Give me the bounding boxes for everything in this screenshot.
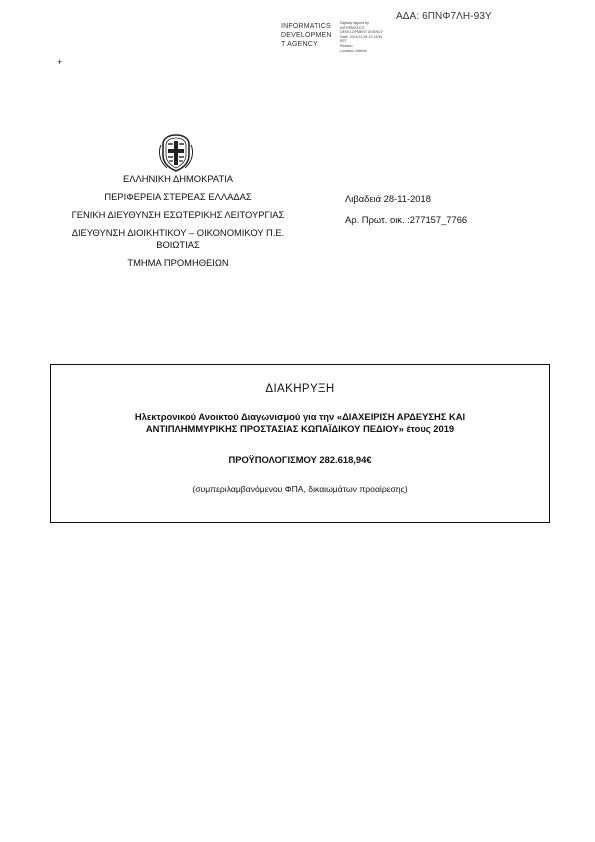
signature-line: EET — [340, 39, 347, 44]
notice-box — [50, 364, 550, 523]
agency-line: DEVELOPMEN — [281, 32, 332, 39]
subject-line: ΑΝΤΙΠΛΗΜΜΥΡΙΚΗΣ ΠΡΟΣΤΑΣΙΑΣ ΚΩΠΑΪΔΙΚΟΥ ΠΕΔΙΟΥ» έτους 2019 — [145, 423, 455, 434]
document-info — [345, 193, 467, 235]
ada-code: ΑΔΑ: 6ΠΝΦ7ΛΗ-93Υ — [396, 11, 492, 22]
notice-title: ΔΙΑΚΗΡΥΞΗ — [265, 383, 335, 395]
notice-budget: ΠΡΟΫΠΟΛΟΓΙΣΜΟΥ 282.618,94€ — [228, 454, 372, 465]
authority-line: ΒΟΙΩΤΙΑΣ — [156, 239, 200, 250]
authority-line: ΠΕΡΙΦΕΡΕΙΑ ΣΤΕΡΕΑΣ ΕΛΛΑΔΑΣ — [104, 191, 252, 202]
agency-line: INFORMATICS — [281, 23, 331, 30]
signature-line: Reason: — [340, 43, 354, 48]
authority-line: ΔΙΕΥΘΥΝΣΗ ΔΙΟΙΚΗΤΙΚΟΥ – ΟΙΚΟΝΟΜΙΚΟΥ Π.Ε. — [71, 227, 285, 238]
greek-coat-of-arms-icon — [155, 133, 197, 173]
signature-line: Digitally signed by — [340, 21, 369, 25]
agency-line: T AGENCY — [281, 41, 318, 48]
signature-line: INFORMATICS — [340, 25, 365, 30]
signature-line: DEVELOPMENT AGENCY — [340, 30, 384, 35]
digital-signature-details — [340, 21, 383, 53]
plus-mark: + — [57, 57, 63, 67]
notice-subject — [51, 411, 549, 435]
signature-line: Location: Athens — [340, 48, 367, 53]
notice-note: (συμπεριλαμβανόμενου ΦΠΑ, δικαιωμάτων προαίρεσης) — [192, 484, 408, 494]
issuing-authority — [58, 173, 298, 275]
authority-line: ΓΕΝΙΚΗ ΔΙΕΥΘΥΝΣΗ ΕΣΩΤΕΡΙΚΗΣ ΛΕΙΤΟΥΡΓΙΑΣ — [71, 209, 285, 220]
signature-line: Date: 2018.11.28 12:14:54 — [340, 34, 383, 39]
authority-line: ΕΛΛΗΝΙΚΗ ΔΗΜΟΚΡΑΤΙΑ — [122, 173, 234, 184]
authority-line: ΤΜΗΜΑ ΠΡΟΜΗΘΕΙΩΝ — [127, 257, 229, 268]
signature-agency-name — [281, 22, 339, 49]
protocol-number: Αρ. Πρωτ. οικ. :277157_7766 — [345, 214, 468, 225]
subject-line: Ηλεκτρονικού Ανοικτού Διαγωνισμού για την «ΔΙΑΧΕΙΡΙΣΗ ΑΡΔΕΥΣΗΣ ΚΑΙ — [134, 411, 466, 422]
document-date: Λιβαδειά 28-11-2018 — [345, 193, 431, 204]
